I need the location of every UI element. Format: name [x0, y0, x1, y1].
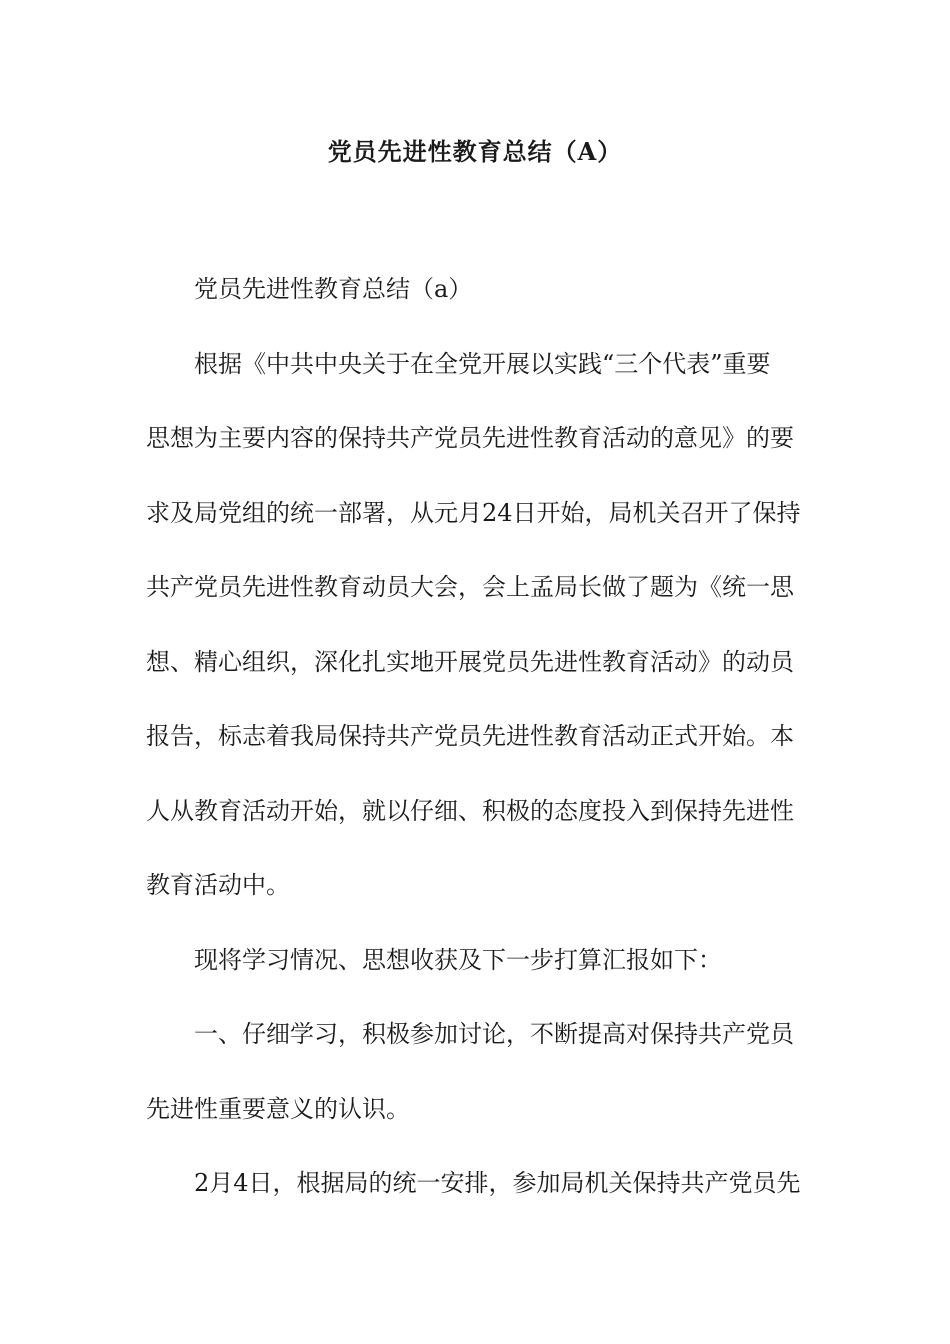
document-body — [146, 252, 806, 1221]
paragraph-feb-fourth — [146, 1146, 806, 1221]
text-line: 党员先进性教育总结（a） — [194, 275, 473, 303]
text-line: 想、精心组织，深化扎实地开展党员先进性教育活动》的动员 — [146, 647, 794, 676]
paragraph-subtitle — [146, 252, 806, 327]
text-line: 先进性重要意义的认识。 — [146, 1094, 410, 1123]
text-line: 一、仔细学习，积极参加讨论，不断提高对保持共产党员 — [194, 1020, 794, 1048]
text-line: 根据《中共中央关于在全党开展以实践“三个代表”重要 — [194, 349, 771, 378]
paragraph-section-one — [146, 997, 806, 1146]
text-line: 求及局党组的统一部署，从元月24日开始，局机关召开了保持 — [146, 498, 801, 527]
text-line: 教育活动中。 — [146, 871, 290, 899]
text-line: 2月4日，根据局的统一安排，参加局机关保持共产党员先 — [194, 1169, 801, 1197]
text-line: 报告，标志着我局保持共产党员先进性教育活动正式开始。本 — [146, 722, 794, 750]
paragraph-intro — [146, 327, 806, 923]
text-line: 思想为主要内容的保持共产党员先进性教育活动的意见》的要 — [146, 424, 794, 452]
document-title: 党员先进性教育总结（A） — [327, 137, 623, 166]
paragraph-report-intro — [146, 923, 806, 998]
text-line: 现将学习情况、思想收获及下一步打算汇报如下： — [194, 945, 722, 974]
text-line: 共产党员先进性教育动员大会，会上孟局长做了题为《统一思 — [146, 573, 794, 601]
text-line: 人从教育活动开始，就以仔细、积极的态度投入到保持先进性 — [146, 796, 794, 825]
